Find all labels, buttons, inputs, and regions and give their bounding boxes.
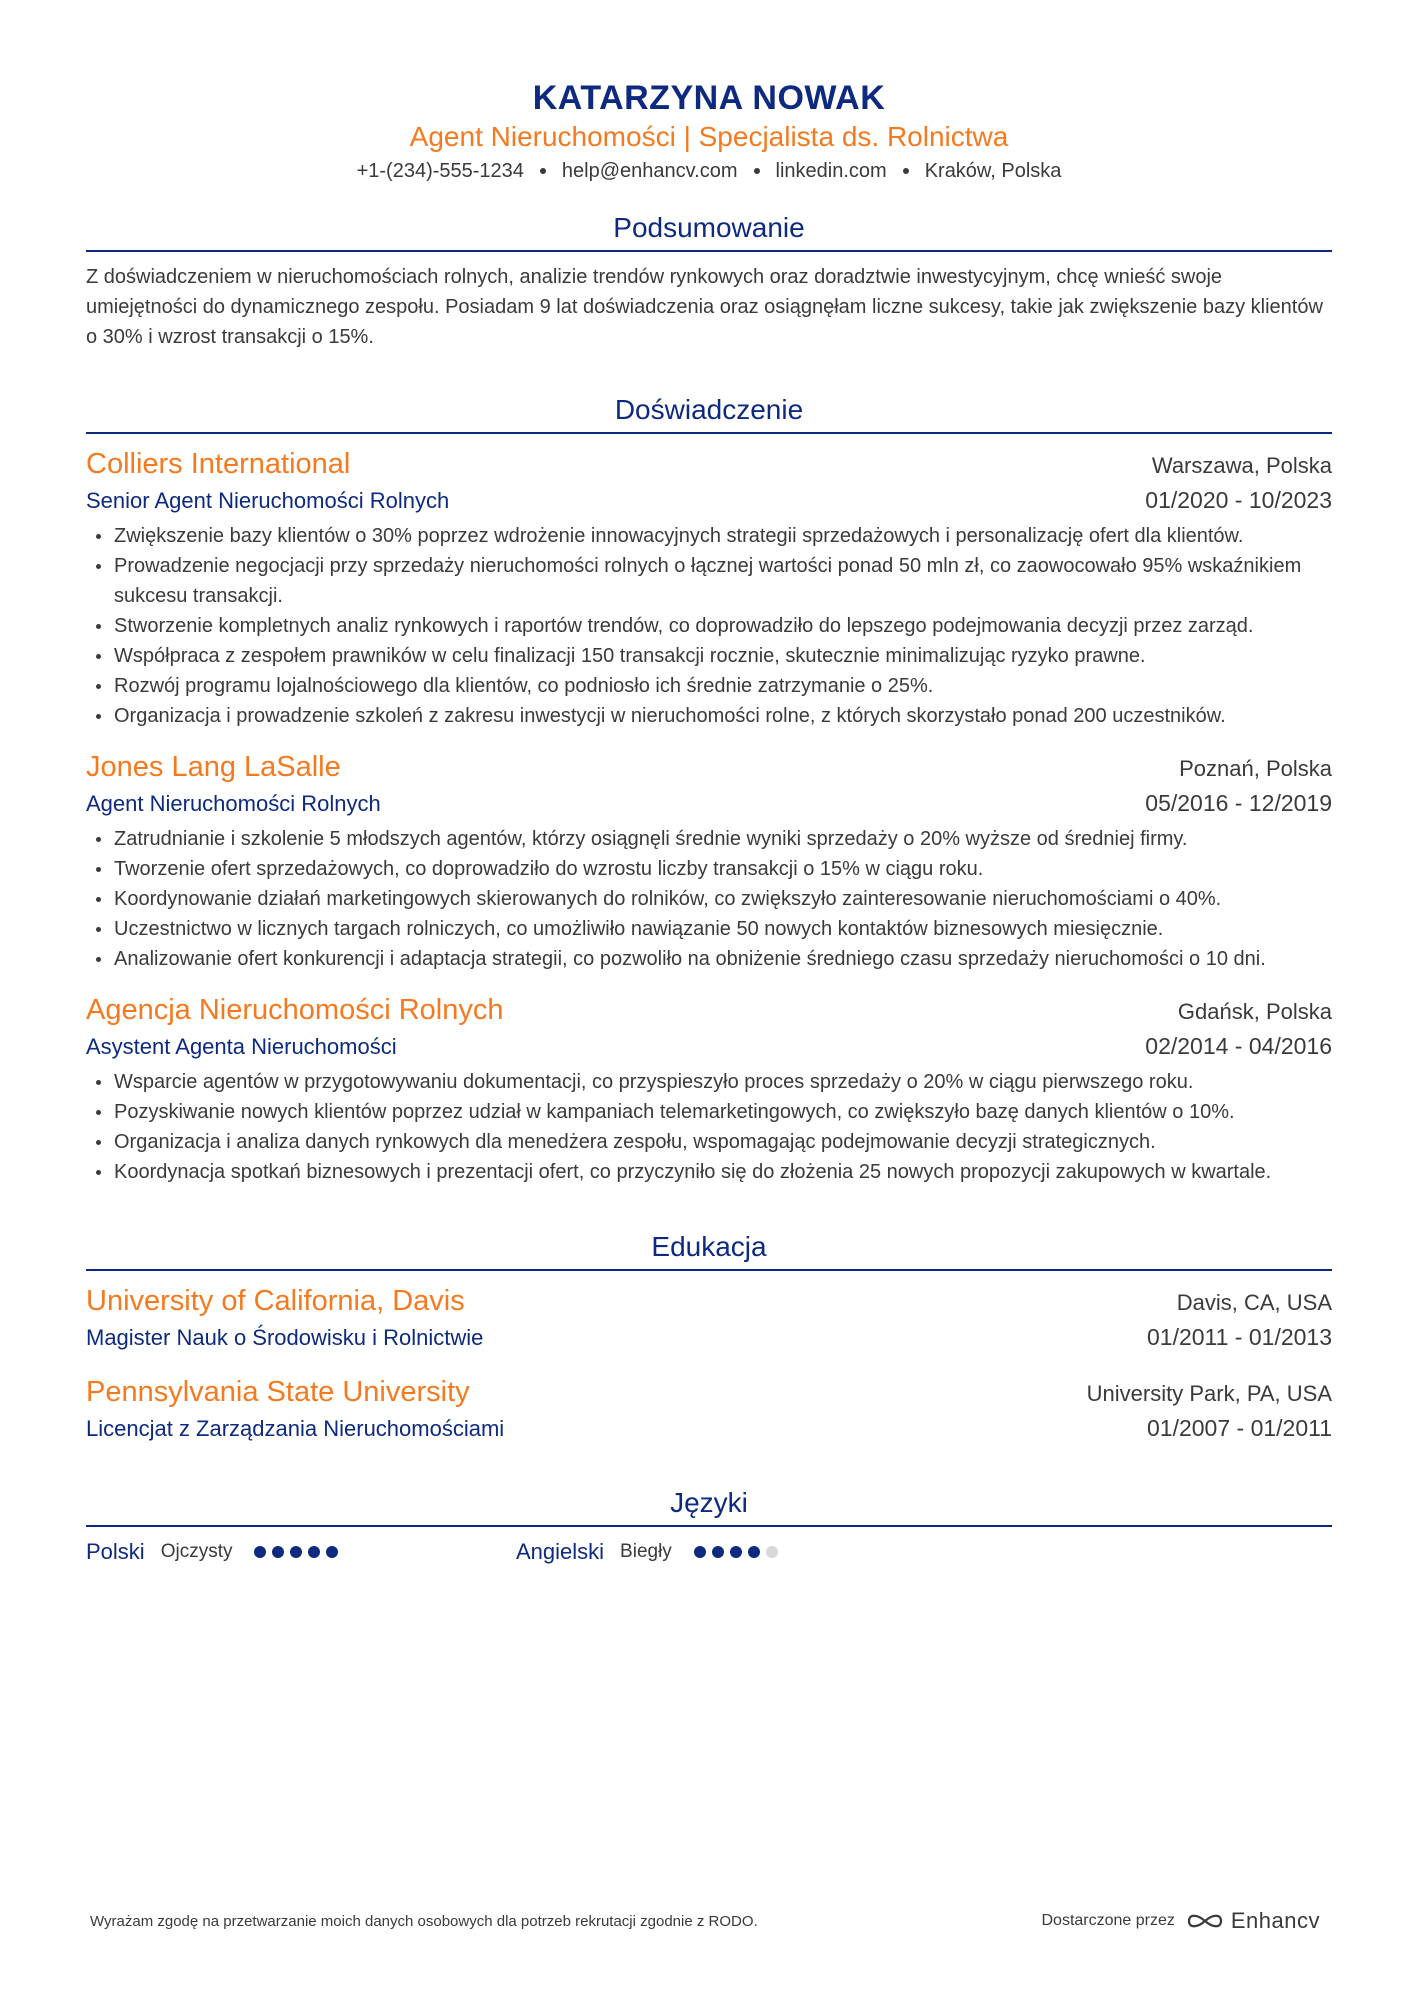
bullet-item: Zatrudnianie i szkolenie 5 młodszych agentów, którzy osiągnęli średnie wyniki sprzedaży o 20% wyższe od średniej firmy. (86, 824, 1332, 854)
bullet-item: Wsparcie agentów w przygotowywaniu dokumentacji, co przyspieszyło proces sprzedaży o 20% w ciągu pierwszego roku. (86, 1067, 1332, 1097)
section-heading-education: Edukacja (86, 1227, 1332, 1271)
bullet-item: Koordynacja spotkań biznesowych i prezentacji ofert, co przyczyniło się do złożenia 25 nowych propozycji zakupowych w kwartale. (86, 1157, 1332, 1187)
rating-dot-filled (730, 1546, 742, 1558)
bullet-item: Koordynowanie działań marketingowych skierowanych do rolników, co zwiększyło zainteresowanie nieruchomościami o 40%. (86, 884, 1332, 914)
bullet-item: Uczestnictwo w licznych targach rolniczych, co umożliwiło nawiązanie 50 nowych kontaktów biznesowych miesięcznie. (86, 914, 1332, 944)
bullet-item: Stworzenie kompletnych analiz rynkowych i raportów trendów, co doprowadziło do lepszego podejmowania decyzji przez zarząd. (86, 611, 1332, 641)
section-heading-experience: Doświadczenie (86, 390, 1332, 434)
candidate-name: KATARZYNA NOWAK (532, 79, 886, 117)
job-role: Asystent Agenta Nieruchomości (86, 1034, 397, 1059)
location: Kraków, Polska (924, 160, 1062, 182)
rating-dot-filled (272, 1546, 284, 1558)
education-entry (86, 1281, 1332, 1354)
resume-header (86, 76, 1332, 186)
candidate-title: Agent Nieruchomości | Specjalista ds. Rolnictwa (409, 121, 1009, 152)
brand-name: Enhancv (1230, 1908, 1320, 1933)
bullet-item: Analizowanie ofert konkurencji i adaptacja strategii, co pozwoliło na obniżenie średniego czasu sprzedaży nieruchomości o 10 dni. (86, 944, 1332, 974)
rating-dot-filled (254, 1546, 266, 1558)
language-name: Angielski (516, 1539, 605, 1564)
education-dates: 01/2011 - 01/2013 (1146, 1324, 1332, 1350)
summary-text: Z doświadczeniem w nieruchomościach rolnych, analizie trendów rynkowych oraz doradztwie inwestycyjnym, chcę wnieść swoje umiejętności do dynamicznego zespołu. Posiadam 9 lat doświadczenia oraz osiągnęłam liczne sukcesy, takie jak zwiększenie bazy klientów o 30% i wzrost transakcji o 15%. (86, 266, 1323, 348)
proficiency-dots (254, 1546, 338, 1558)
summary-section (86, 208, 1332, 352)
school-location: Davis, CA, USA (1176, 1290, 1332, 1315)
phone-number: +1-(234)-555-1234 (356, 160, 524, 182)
bullet-item: Zwiększenie bazy klientów o 30% poprzez wdrożenie innowacyjnych strategii sprzedażowych i personalizację ofert dla klientów. (86, 521, 1332, 551)
job-location: Poznań, Polska (1179, 756, 1332, 781)
rating-dot-filled (712, 1546, 724, 1558)
degree-name: Licencjat z Zarządzania Nieruchomościami (86, 1416, 505, 1441)
rating-dot-filled (326, 1546, 338, 1558)
footer (90, 1908, 1320, 1934)
job-entry (86, 747, 1332, 974)
proficiency-dots (694, 1546, 778, 1558)
job-entry (86, 990, 1332, 1187)
bullet-item: Organizacja i prowadzenie szkoleń z zakresu inwestycji w nieruchomości rolne, z których skorzystało ponad 200 uczestników. (86, 701, 1332, 731)
job-role: Agent Nieruchomości Rolnych (86, 791, 381, 816)
company-name: Jones Lang LaSalle (86, 751, 341, 783)
rating-dot-filled (290, 1546, 302, 1558)
bullet-item: Prowadzenie negocjacji przy sprzedaży nieruchomości rolnych o łącznej wartości ponad 50 mln zł, co zaowocowało 95% wskaźnikiem sukcesu transakcji. (86, 551, 1332, 611)
linkedin-link[interactable]: linkedin.com (775, 160, 887, 182)
education-dates: 01/2007 - 01/2011 (1146, 1415, 1332, 1441)
resume-page (86, 76, 1332, 1565)
job-dates: 05/2016 - 12/2019 (1145, 790, 1332, 816)
school-name: University of California, Davis (86, 1285, 465, 1317)
job-location: Gdańsk, Polska (1177, 999, 1332, 1024)
job-bullets (86, 521, 1332, 731)
job-bullets (86, 1067, 1332, 1187)
bullet-item: Współpraca z zespołem prawników w celu finalizacji 150 transakcji rocznie, skutecznie minimalizując ryzyko prawne. (86, 641, 1332, 671)
rating-dot-empty (766, 1546, 778, 1558)
language-item (86, 1539, 516, 1565)
enhancv-logo-icon (1187, 1911, 1223, 1931)
bullet-item: Rozwój programu lojalnościowego dla klientów, co podniosło ich średnie zatrzymanie o 25%. (86, 671, 1332, 701)
gdpr-consent: Wyrażam zgodę na przetwarzanie moich danych osobowych dla potrzeb rekrutacji zgodnie z RODO. (90, 1912, 758, 1930)
powered-by-label: Dostarczone przez (1041, 1912, 1175, 1929)
rating-dot-filled (308, 1546, 320, 1558)
job-bullets (86, 824, 1332, 974)
rating-dot-filled (694, 1546, 706, 1558)
job-dates: 01/2020 - 10/2023 (1145, 487, 1332, 513)
languages-list (86, 1539, 1332, 1565)
job-role: Senior Agent Nieruchomości Rolnych (86, 488, 450, 513)
powered-by[interactable] (1041, 1908, 1320, 1934)
language-item (516, 1539, 946, 1565)
experience-section (86, 390, 1332, 1187)
degree-name: Magister Nauk o Środowisku i Rolnictwie (86, 1325, 484, 1350)
section-heading-languages: Języki (86, 1483, 1332, 1527)
school-name: Pennsylvania State University (86, 1376, 470, 1408)
job-dates: 02/2014 - 04/2016 (1145, 1033, 1332, 1059)
company-name: Colliers International (86, 448, 351, 480)
bullet-item: Pozyskiwanie nowych klientów poprzez udział w kampaniach telemarketingowych, co zwiększyło bazę danych klientów o 10%. (86, 1097, 1332, 1127)
separator-dot-icon (754, 168, 760, 174)
email-address[interactable]: help@enhancv.com (561, 160, 738, 182)
bullet-item: Tworzenie ofert sprzedażowych, co doprowadziło do wzrostu liczby transakcji o 15% w ciągu roku. (86, 854, 1332, 884)
school-location: University Park, PA, USA (1086, 1381, 1332, 1406)
separator-dot-icon (903, 168, 909, 174)
language-level: Ojczysty (160, 1541, 233, 1562)
job-location: Warszawa, Polska (1151, 453, 1332, 478)
language-name: Polski (86, 1539, 145, 1564)
education-section (86, 1227, 1332, 1445)
section-heading-summary: Podsumowanie (86, 208, 1332, 252)
bullet-item: Organizacja i analiza danych rynkowych dla menedżera zespołu, wspomagając podejmowanie decyzji strategicznych. (86, 1127, 1332, 1157)
job-entry (86, 444, 1332, 731)
languages-section (86, 1483, 1332, 1565)
company-name: Agencja Nieruchomości Rolnych (86, 994, 504, 1026)
rating-dot-filled (748, 1546, 760, 1558)
language-level: Biegły (620, 1541, 672, 1562)
education-entry (86, 1372, 1332, 1445)
contact-line (86, 156, 1332, 186)
separator-dot-icon (540, 168, 546, 174)
